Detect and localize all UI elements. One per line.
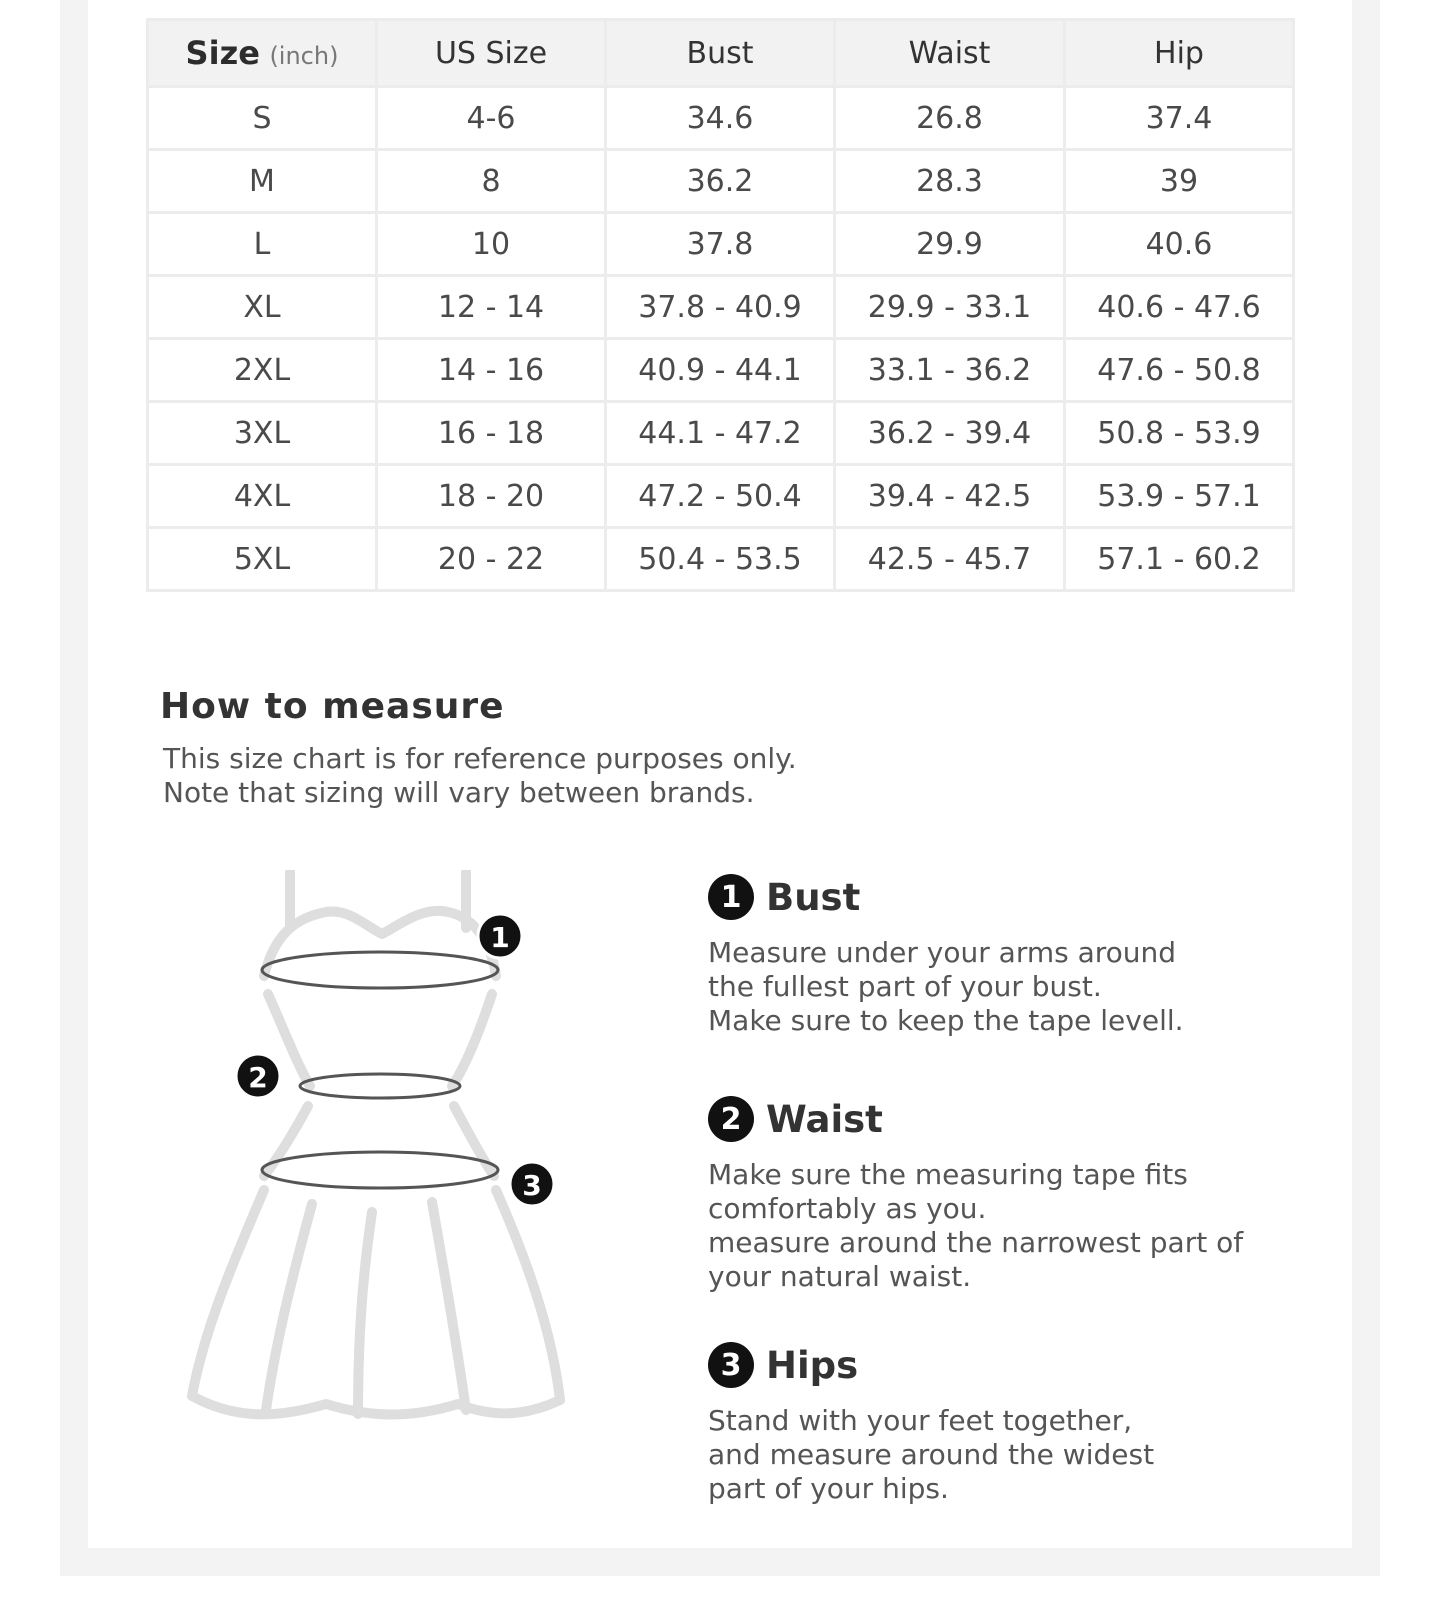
- cell-waist: 39.4 - 42.5: [835, 465, 1065, 528]
- cell-us-size: 20 - 22: [377, 528, 606, 591]
- cell-us-size: 4-6: [377, 87, 606, 150]
- table-row: [148, 87, 1294, 150]
- cell-waist: 33.1 - 36.2: [835, 339, 1065, 402]
- step-header: [708, 872, 1328, 922]
- step-line: Stand with your feet together,: [708, 1404, 1133, 1437]
- reference-note-line: This size chart is for reference purposes only.: [163, 742, 797, 775]
- cell-bust: 47.2 - 50.4: [606, 465, 835, 528]
- table-row: [148, 402, 1294, 465]
- step-description: [708, 1404, 1328, 1506]
- table-row: [148, 150, 1294, 213]
- step-header: [708, 1094, 1328, 1144]
- step-number-badge: 1: [708, 874, 754, 920]
- hip-tape: [262, 1152, 498, 1188]
- table-row: [148, 465, 1294, 528]
- step-line: your natural waist.: [708, 1260, 972, 1293]
- cell-waist: 42.5 - 45.7: [835, 528, 1065, 591]
- cell-bust: 50.4 - 53.5: [606, 528, 835, 591]
- marker-3: [510, 1162, 554, 1206]
- cell-us-size: 16 - 18: [377, 402, 606, 465]
- waist-tape: [300, 1074, 460, 1098]
- marker-1-number: 1: [490, 921, 510, 954]
- cell-bust: 44.1 - 47.2: [606, 402, 835, 465]
- reference-note: [163, 742, 923, 810]
- size-chart-table: [146, 18, 1295, 592]
- cell-size: 5XL: [148, 528, 377, 591]
- how-to-measure-title: How to measure: [160, 686, 505, 727]
- cell-size: XL: [148, 276, 377, 339]
- marker-1: [478, 914, 522, 958]
- step-description: [708, 936, 1328, 1038]
- cell-waist: 28.3: [835, 150, 1065, 213]
- cell-hip: 50.8 - 53.9: [1065, 402, 1294, 465]
- cell-bust: 37.8: [606, 213, 835, 276]
- step-line: the fullest part of your bust.: [708, 970, 1102, 1003]
- cell-waist: 29.9 - 33.1: [835, 276, 1065, 339]
- header-size-unit: (inch): [269, 42, 339, 70]
- step-line: comfortably as you.: [708, 1192, 987, 1225]
- cell-waist: 26.8: [835, 87, 1065, 150]
- dress-measurement-diagram: [176, 870, 596, 1450]
- cell-us-size: 12 - 14: [377, 276, 606, 339]
- step-title: Waist: [766, 1097, 883, 1141]
- step-number-badge: 2: [708, 1096, 754, 1142]
- cell-hip: 53.9 - 57.1: [1065, 465, 1294, 528]
- marker-3-number: 3: [522, 1169, 542, 1202]
- header-size: [148, 20, 377, 87]
- cell-bust: 37.8 - 40.9: [606, 276, 835, 339]
- table-header-row: [148, 20, 1294, 87]
- cell-bust: 34.6: [606, 87, 835, 150]
- bust-tape: [262, 952, 498, 988]
- cell-hip: 37.4: [1065, 87, 1294, 150]
- cell-hip: 47.6 - 50.8: [1065, 339, 1294, 402]
- cell-us-size: 18 - 20: [377, 465, 606, 528]
- step-line: Make sure to keep the tape levell.: [708, 1004, 1184, 1037]
- cell-hip: 40.6: [1065, 213, 1294, 276]
- step-hips: [708, 1340, 1328, 1506]
- cell-bust: 40.9 - 44.1: [606, 339, 835, 402]
- step-waist: [708, 1094, 1328, 1294]
- table-row: [148, 339, 1294, 402]
- marker-2-number: 2: [248, 1061, 268, 1094]
- reference-note-line: Note that sizing will vary between brands.: [163, 776, 755, 809]
- table-row: [148, 213, 1294, 276]
- header-size-label: Size: [185, 34, 260, 72]
- cell-hip: 57.1 - 60.2: [1065, 528, 1294, 591]
- header-hip: Hip: [1065, 20, 1294, 87]
- cell-us-size: 10: [377, 213, 606, 276]
- cell-size: S: [148, 87, 377, 150]
- table-row: [148, 528, 1294, 591]
- step-line: part of your hips.: [708, 1472, 949, 1505]
- cell-size: 2XL: [148, 339, 377, 402]
- cell-waist: 29.9: [835, 213, 1065, 276]
- cell-size: L: [148, 213, 377, 276]
- cell-size: M: [148, 150, 377, 213]
- cell-size: 4XL: [148, 465, 377, 528]
- cell-size: 3XL: [148, 402, 377, 465]
- step-line: and measure around the widest: [708, 1438, 1155, 1471]
- step-line: measure around the narrowest part of: [708, 1226, 1244, 1259]
- cell-bust: 36.2: [606, 150, 835, 213]
- step-description: [708, 1158, 1328, 1294]
- cell-hip: 39: [1065, 150, 1294, 213]
- header-bust: Bust: [606, 20, 835, 87]
- step-line: Make sure the measuring tape fits: [708, 1158, 1188, 1191]
- table-row: [148, 276, 1294, 339]
- step-header: [708, 1340, 1328, 1390]
- step-title: Hips: [766, 1343, 859, 1387]
- marker-2: [236, 1054, 280, 1098]
- cell-us-size: 8: [377, 150, 606, 213]
- step-line: Measure under your arms around: [708, 936, 1177, 969]
- step-number-badge: 3: [708, 1342, 754, 1388]
- cell-waist: 36.2 - 39.4: [835, 402, 1065, 465]
- step-title: Bust: [766, 875, 861, 919]
- cell-us-size: 14 - 16: [377, 339, 606, 402]
- header-waist: Waist: [835, 20, 1065, 87]
- cell-hip: 40.6 - 47.6: [1065, 276, 1294, 339]
- step-bust: [708, 872, 1328, 1038]
- header-us-size: US Size: [377, 20, 606, 87]
